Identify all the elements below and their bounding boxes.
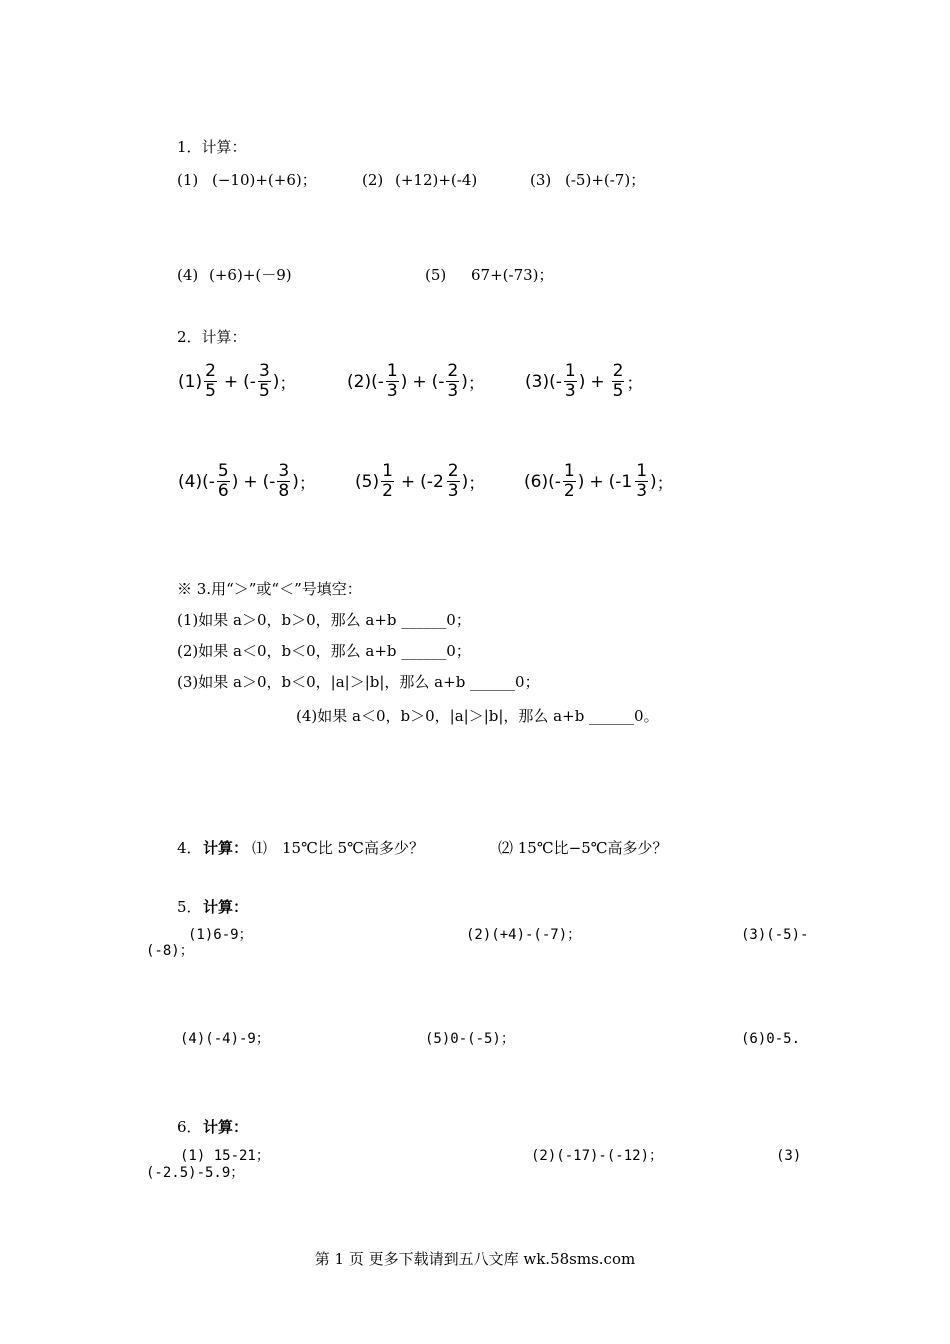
whole-number: 1 xyxy=(621,471,633,492)
item-label: (3) xyxy=(525,371,550,392)
numerator: 2 xyxy=(447,461,459,481)
denominator: 5 xyxy=(612,381,624,401)
q1-item-1-label: (1) xyxy=(177,171,199,189)
q3-line-3: (3)如果 a＞0，b＜0，|a|＞|b|，那么 a+b ______0； xyxy=(177,673,540,691)
numerator: 1 xyxy=(636,461,648,481)
close-paren: ) xyxy=(231,471,239,492)
semicolon: ； xyxy=(279,374,297,394)
fraction xyxy=(564,362,577,401)
q4-item-1: ⑴ 15℃比 5℃高多少？ xyxy=(252,839,424,857)
plus-operator: + xyxy=(412,371,427,392)
q2-title: 2．计算： xyxy=(177,328,247,346)
item-label: (5) xyxy=(355,471,380,492)
q1-item-4-expr: (+6)+(－9) xyxy=(209,266,292,284)
item-label: (6) xyxy=(524,471,549,492)
q5-item-3: (3)(-5)- xyxy=(741,927,809,943)
plus-operator: + xyxy=(243,471,258,492)
semicolon: ； xyxy=(468,474,486,494)
semicolon: ； xyxy=(626,374,644,394)
denominator: 5 xyxy=(258,381,270,401)
fraction xyxy=(612,362,625,401)
q6-number: 6． xyxy=(177,1118,202,1136)
item-label: (4) xyxy=(178,471,203,492)
q1-item-2-label: (2) xyxy=(362,171,384,189)
q3-line-1: (1)如果 a＞0，b＞0，那么 a+b ______0； xyxy=(177,611,471,629)
numerator: 3 xyxy=(278,461,290,481)
plus-operator: + xyxy=(590,371,605,392)
numerator: 1 xyxy=(564,361,576,381)
semicolon: ； xyxy=(656,474,674,494)
sign: (- xyxy=(243,371,256,392)
close-paren: ) xyxy=(292,471,299,492)
item-label: (2) xyxy=(347,371,372,392)
sign: (- xyxy=(420,471,433,492)
semicolon: ； xyxy=(467,374,485,394)
close-paren: ) xyxy=(400,371,408,392)
denominator: 3 xyxy=(564,381,576,401)
q4-title: 计算： xyxy=(203,839,249,857)
q1-item-3-label: (3) xyxy=(530,171,552,189)
q1-item-4-label: (4) xyxy=(177,266,199,284)
denominator: 3 xyxy=(636,481,648,501)
q2-item-5 xyxy=(355,462,485,501)
q1-item-1-expr: (−10)+(+6)； xyxy=(212,171,317,189)
q5-title: 计算： xyxy=(203,898,249,916)
q2-item-3 xyxy=(525,362,643,401)
q3-line-4: (4)如果 a＜0，b＞0，|a|＞|b|，那么 a+b ______0。 xyxy=(296,707,659,725)
plus-operator: + xyxy=(400,471,416,492)
whole-number: 2 xyxy=(432,471,444,492)
semicolon: ； xyxy=(298,474,316,494)
sign: (- xyxy=(608,471,622,492)
q5-number: 5． xyxy=(177,898,202,916)
numerator: 3 xyxy=(258,361,270,381)
q6-item-1: (1) 15-21； xyxy=(180,1148,270,1164)
numerator: 1 xyxy=(563,461,575,481)
q1-item-5-expr: 67+(-73)； xyxy=(471,266,554,284)
q4-item-2: ⑵ 15℃比−5℃高多少？ xyxy=(498,839,668,857)
q6-item-3-cont: (-2.5)-5.9； xyxy=(146,1165,245,1181)
fraction xyxy=(563,462,576,501)
denominator: 8 xyxy=(278,481,290,501)
q3-line-2: (2)如果 a＜0，b＜0，那么 a+b ______0； xyxy=(177,642,471,660)
sign: (- xyxy=(202,471,215,492)
q5-item-5: (5)0-(-5)； xyxy=(425,1031,515,1047)
q2-item-4 xyxy=(178,462,316,501)
sign: (- xyxy=(431,371,445,392)
q6-item-2: (2)(-17)-(-12)； xyxy=(531,1148,664,1164)
close-paren: ) xyxy=(461,371,468,392)
page-footer: 第 1 页 更多下载请到五八文库 wk.58sms.com xyxy=(314,1250,636,1268)
q1-title: 1．计算： xyxy=(177,138,247,156)
sign: (- xyxy=(549,371,562,392)
fraction xyxy=(217,462,230,501)
denominator: 5 xyxy=(205,381,216,401)
sign: (- xyxy=(548,471,561,492)
numerator: 1 xyxy=(386,361,398,381)
numerator: 1 xyxy=(382,461,393,481)
fraction xyxy=(386,362,399,401)
q2-item-1 xyxy=(178,362,296,401)
sign: (- xyxy=(371,371,384,392)
q5-item-1: (1)6-9； xyxy=(188,927,253,943)
close-paren: ) xyxy=(577,471,585,492)
fraction xyxy=(447,462,460,501)
close-paren: ) xyxy=(650,471,657,492)
q5-item-4: (4)(-4)-9； xyxy=(180,1031,270,1047)
plus-operator: + xyxy=(589,471,604,492)
q1-item-5-label: (5) xyxy=(425,266,447,284)
q1-item-2-expr: (+12)+(-4) xyxy=(395,171,478,189)
q4-number: 4． xyxy=(177,839,202,857)
q5-item-6: (6)0-5. xyxy=(741,1031,801,1047)
denominator: 3 xyxy=(386,381,398,401)
fraction xyxy=(258,362,271,401)
q6-item-3: (3) xyxy=(776,1148,802,1164)
fraction xyxy=(381,462,394,501)
sign: (- xyxy=(262,471,276,492)
numerator: 2 xyxy=(447,361,459,381)
q5-item-3-cont: (-8)； xyxy=(146,943,194,959)
q2-item-6 xyxy=(524,462,674,501)
denominator: 6 xyxy=(217,481,229,501)
q1-item-3-expr: (-5)+(-7)； xyxy=(565,171,646,189)
close-paren: ) xyxy=(578,371,586,392)
numerator: 5 xyxy=(217,461,229,481)
denominator: 2 xyxy=(563,481,575,501)
item-label: (1) xyxy=(178,371,203,392)
q2-item-2 xyxy=(347,362,485,401)
close-paren: ) xyxy=(272,371,280,392)
fraction xyxy=(204,362,217,401)
denominator: 2 xyxy=(382,481,393,501)
fraction xyxy=(277,462,290,501)
q3-title: ※ 3.用“＞”或“＜”号填空： xyxy=(177,580,362,598)
q6-title: 计算： xyxy=(203,1118,249,1136)
q5-item-2: (2)(+4)-(-7)； xyxy=(466,927,582,943)
fraction xyxy=(446,362,459,401)
fraction xyxy=(635,462,648,501)
denominator: 3 xyxy=(447,381,459,401)
numerator: 2 xyxy=(205,361,216,381)
close-paren: ) xyxy=(461,471,469,492)
plus-operator: + xyxy=(223,371,239,392)
denominator: 3 xyxy=(447,481,459,501)
numerator: 2 xyxy=(612,361,624,381)
